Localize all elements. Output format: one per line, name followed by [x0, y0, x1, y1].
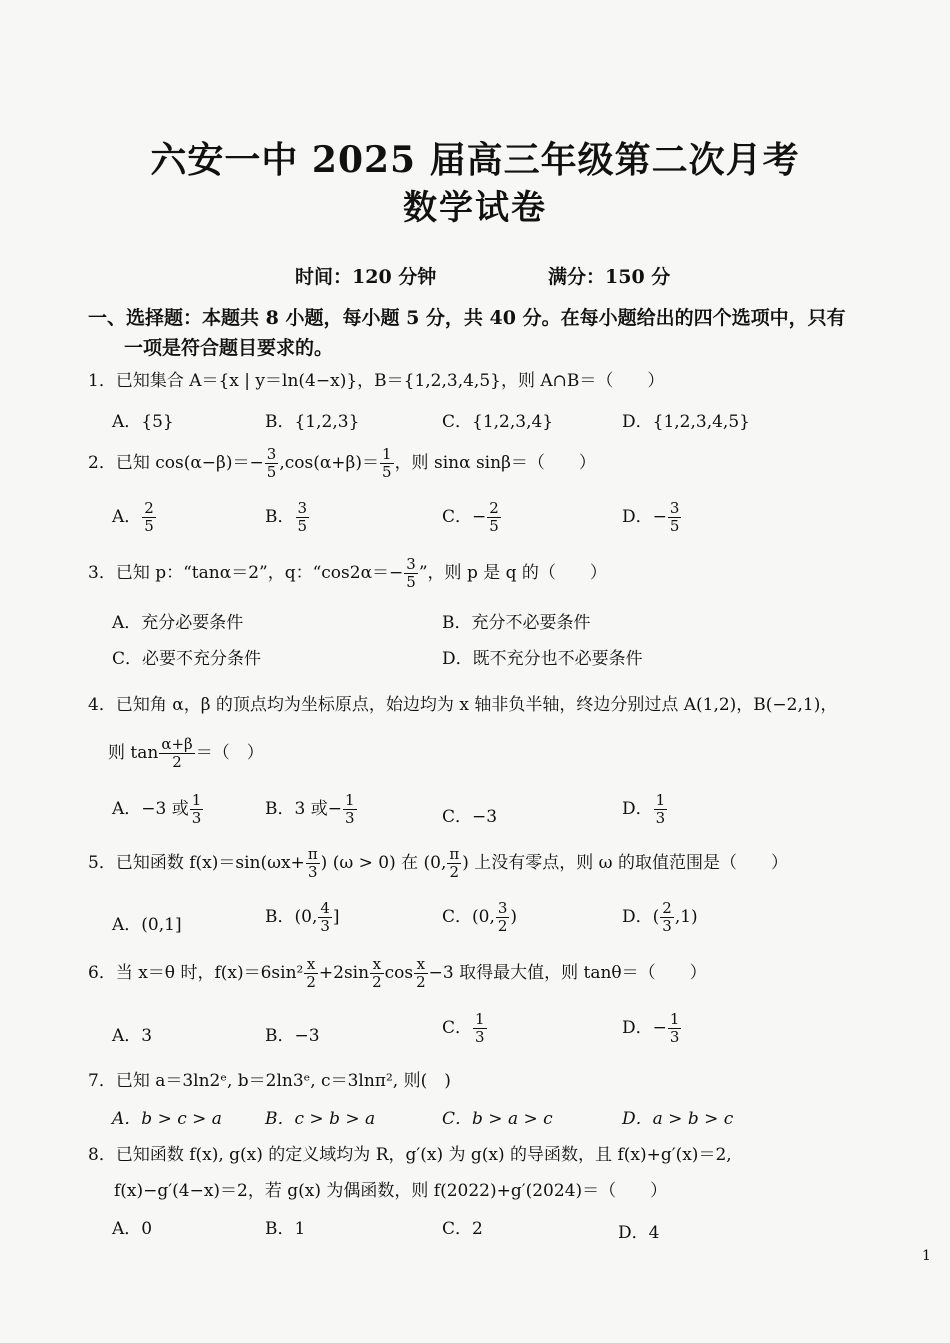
- question-1-stem: 1．已知集合 A＝{x | y＝ln(4−x)}，B＝{1,2,3,4,5}，则 A∩B＝（ ）: [88, 371, 665, 391]
- question-2-option-c: C．− $\frac{2}{5}$: [442, 499, 499, 535]
- question-8-stem: 8．已知函数 f(x), g(x) 的定义域均为 R，g′(x) 为 g(x) 的导函数，且 f(x)+g′(x)＝2,: [88, 1145, 732, 1165]
- q2-stem-pre: 2．已知 cos(α−β)＝−: [88, 453, 264, 473]
- q2-fraction-1: $\frac{3}{5}$: [266, 445, 277, 481]
- question-1-option-b: B．{1,2,3}: [265, 412, 360, 432]
- question-7-option-c: C．b > a > c: [442, 1109, 553, 1129]
- question-5-option-a: A．(0,1]: [112, 915, 182, 935]
- question-2-stem: [88, 446, 596, 481]
- question-8-stem-line2: f(x)−g′(4−x)＝2，若 g(x) 为偶函数，则 f(2022)+g′(2024)＝（ ）: [114, 1181, 668, 1201]
- question-4-option-b: B．3 或− $\frac{1}{3}$: [265, 791, 355, 827]
- section-heading: [88, 303, 888, 363]
- question-7-option-a: A．b > c > a: [112, 1109, 222, 1129]
- full-score: 满分：150 分: [548, 266, 671, 288]
- exam-subtitle: 数学试卷: [403, 188, 547, 228]
- question-4-stem-line2: 则 tan $\frac{\alpha+\beta}{2}$ ＝（ ）: [108, 735, 264, 771]
- question-2-option-b: B． $\frac{3}{5}$: [265, 499, 308, 535]
- question-1-option-a: A．{5}: [112, 412, 174, 432]
- question-5-stem: 5．已知函数 f(x)＝sin(ωx+ $\frac{\pi}{3}$ ) (ω > 0) 在 (0, $\frac{\pi}{2}$ ) 上没有零点，则 ω 的取值范围是（ ）: [88, 845, 788, 881]
- section-heading-line2: 一项是符合题目要求的。: [124, 337, 334, 359]
- time-limit: 时间：120 分钟: [295, 266, 437, 288]
- question-4-option-a: A．−3 或 $\frac{1}{3}$: [112, 791, 202, 827]
- exam-title: 六安一中 2025 届高三年级第二次月考: [150, 139, 800, 181]
- question-5-option-d: D．( $\frac{2}{3}$ ,1): [622, 899, 698, 935]
- question-3-stem: 3．已知 p：“tanα＝2”，q：“cos2α＝− $\frac{3}{5}$ ”，则 p 是 q 的（ ）: [88, 555, 607, 591]
- question-6-option-c: C． $\frac{1}{3}$: [442, 1010, 485, 1046]
- question-5-option-b: B．(0, $\frac{4}{3}$ ]: [265, 899, 340, 935]
- q2-stem-mid: ,cos(α+β)＝: [279, 453, 380, 473]
- question-7-option-d: D．a > b > c: [622, 1109, 734, 1129]
- question-2-option-a: A． $\frac{2}{5}$: [112, 499, 154, 535]
- question-7-option-b: B．c > b > a: [265, 1109, 376, 1129]
- question-8-option-a: A．0: [112, 1219, 153, 1239]
- question-1-option-c: C．{1,2,3,4}: [442, 412, 554, 432]
- question-8-option-d: D．4: [618, 1223, 660, 1243]
- question-4-option-c: C．−3: [442, 807, 498, 827]
- question-3-option-a: A．充分必要条件: [112, 613, 244, 633]
- question-6-option-b: B．−3: [265, 1026, 320, 1046]
- question-6-stem: 6．当 x＝θ 时，f(x)＝6sin² $\frac{x}{2}$ +2sin $\frac{x}{2}$ cos $\frac{x}{2}$ −3 取得最大值，则 tanθ＝（ ）: [88, 955, 707, 991]
- question-3-option-b: B．充分不必要条件: [442, 613, 591, 633]
- question-4-stem: 4．已知角 α，β 的顶点均为坐标原点，始边均为 x 轴非负半轴，终边分别过点 A(1,2)，B(−2,1)，: [88, 695, 838, 715]
- question-5-option-c: C．(0, $\frac{3}{2}$ ): [442, 899, 518, 935]
- q2-stem-post: ，则 sinα sinβ＝（ ）: [394, 453, 596, 473]
- question-6-option-d: D．− $\frac{1}{3}$: [622, 1010, 680, 1046]
- question-8-option-c: C．2: [442, 1219, 483, 1239]
- question-7-stem: 7．已知 a＝3ln2ᵉ, b＝2ln3ᵉ, c＝3lnπ², 则( ): [88, 1071, 451, 1091]
- question-4-option-d: D． $\frac{1}{3}$: [622, 791, 666, 827]
- question-8-option-b: B．1: [265, 1219, 306, 1239]
- question-3-option-d: D．既不充分也不必要条件: [442, 649, 643, 669]
- page-number: 1: [922, 1248, 931, 1264]
- question-6-option-a: A．3: [112, 1026, 153, 1046]
- question-1-option-d: D．{1,2,3,4,5}: [622, 412, 750, 432]
- question-2-option-d: D．− $\frac{3}{5}$: [622, 499, 680, 535]
- q2-fraction-2: $\frac{1}{5}$: [382, 445, 392, 481]
- section-heading-line1: 一、选择题：本题共 8 小题，每小题 5 分，共 40 分。在每小题给出的四个选项中，只有: [88, 307, 846, 329]
- question-3-option-c: C．必要不充分条件: [112, 649, 262, 669]
